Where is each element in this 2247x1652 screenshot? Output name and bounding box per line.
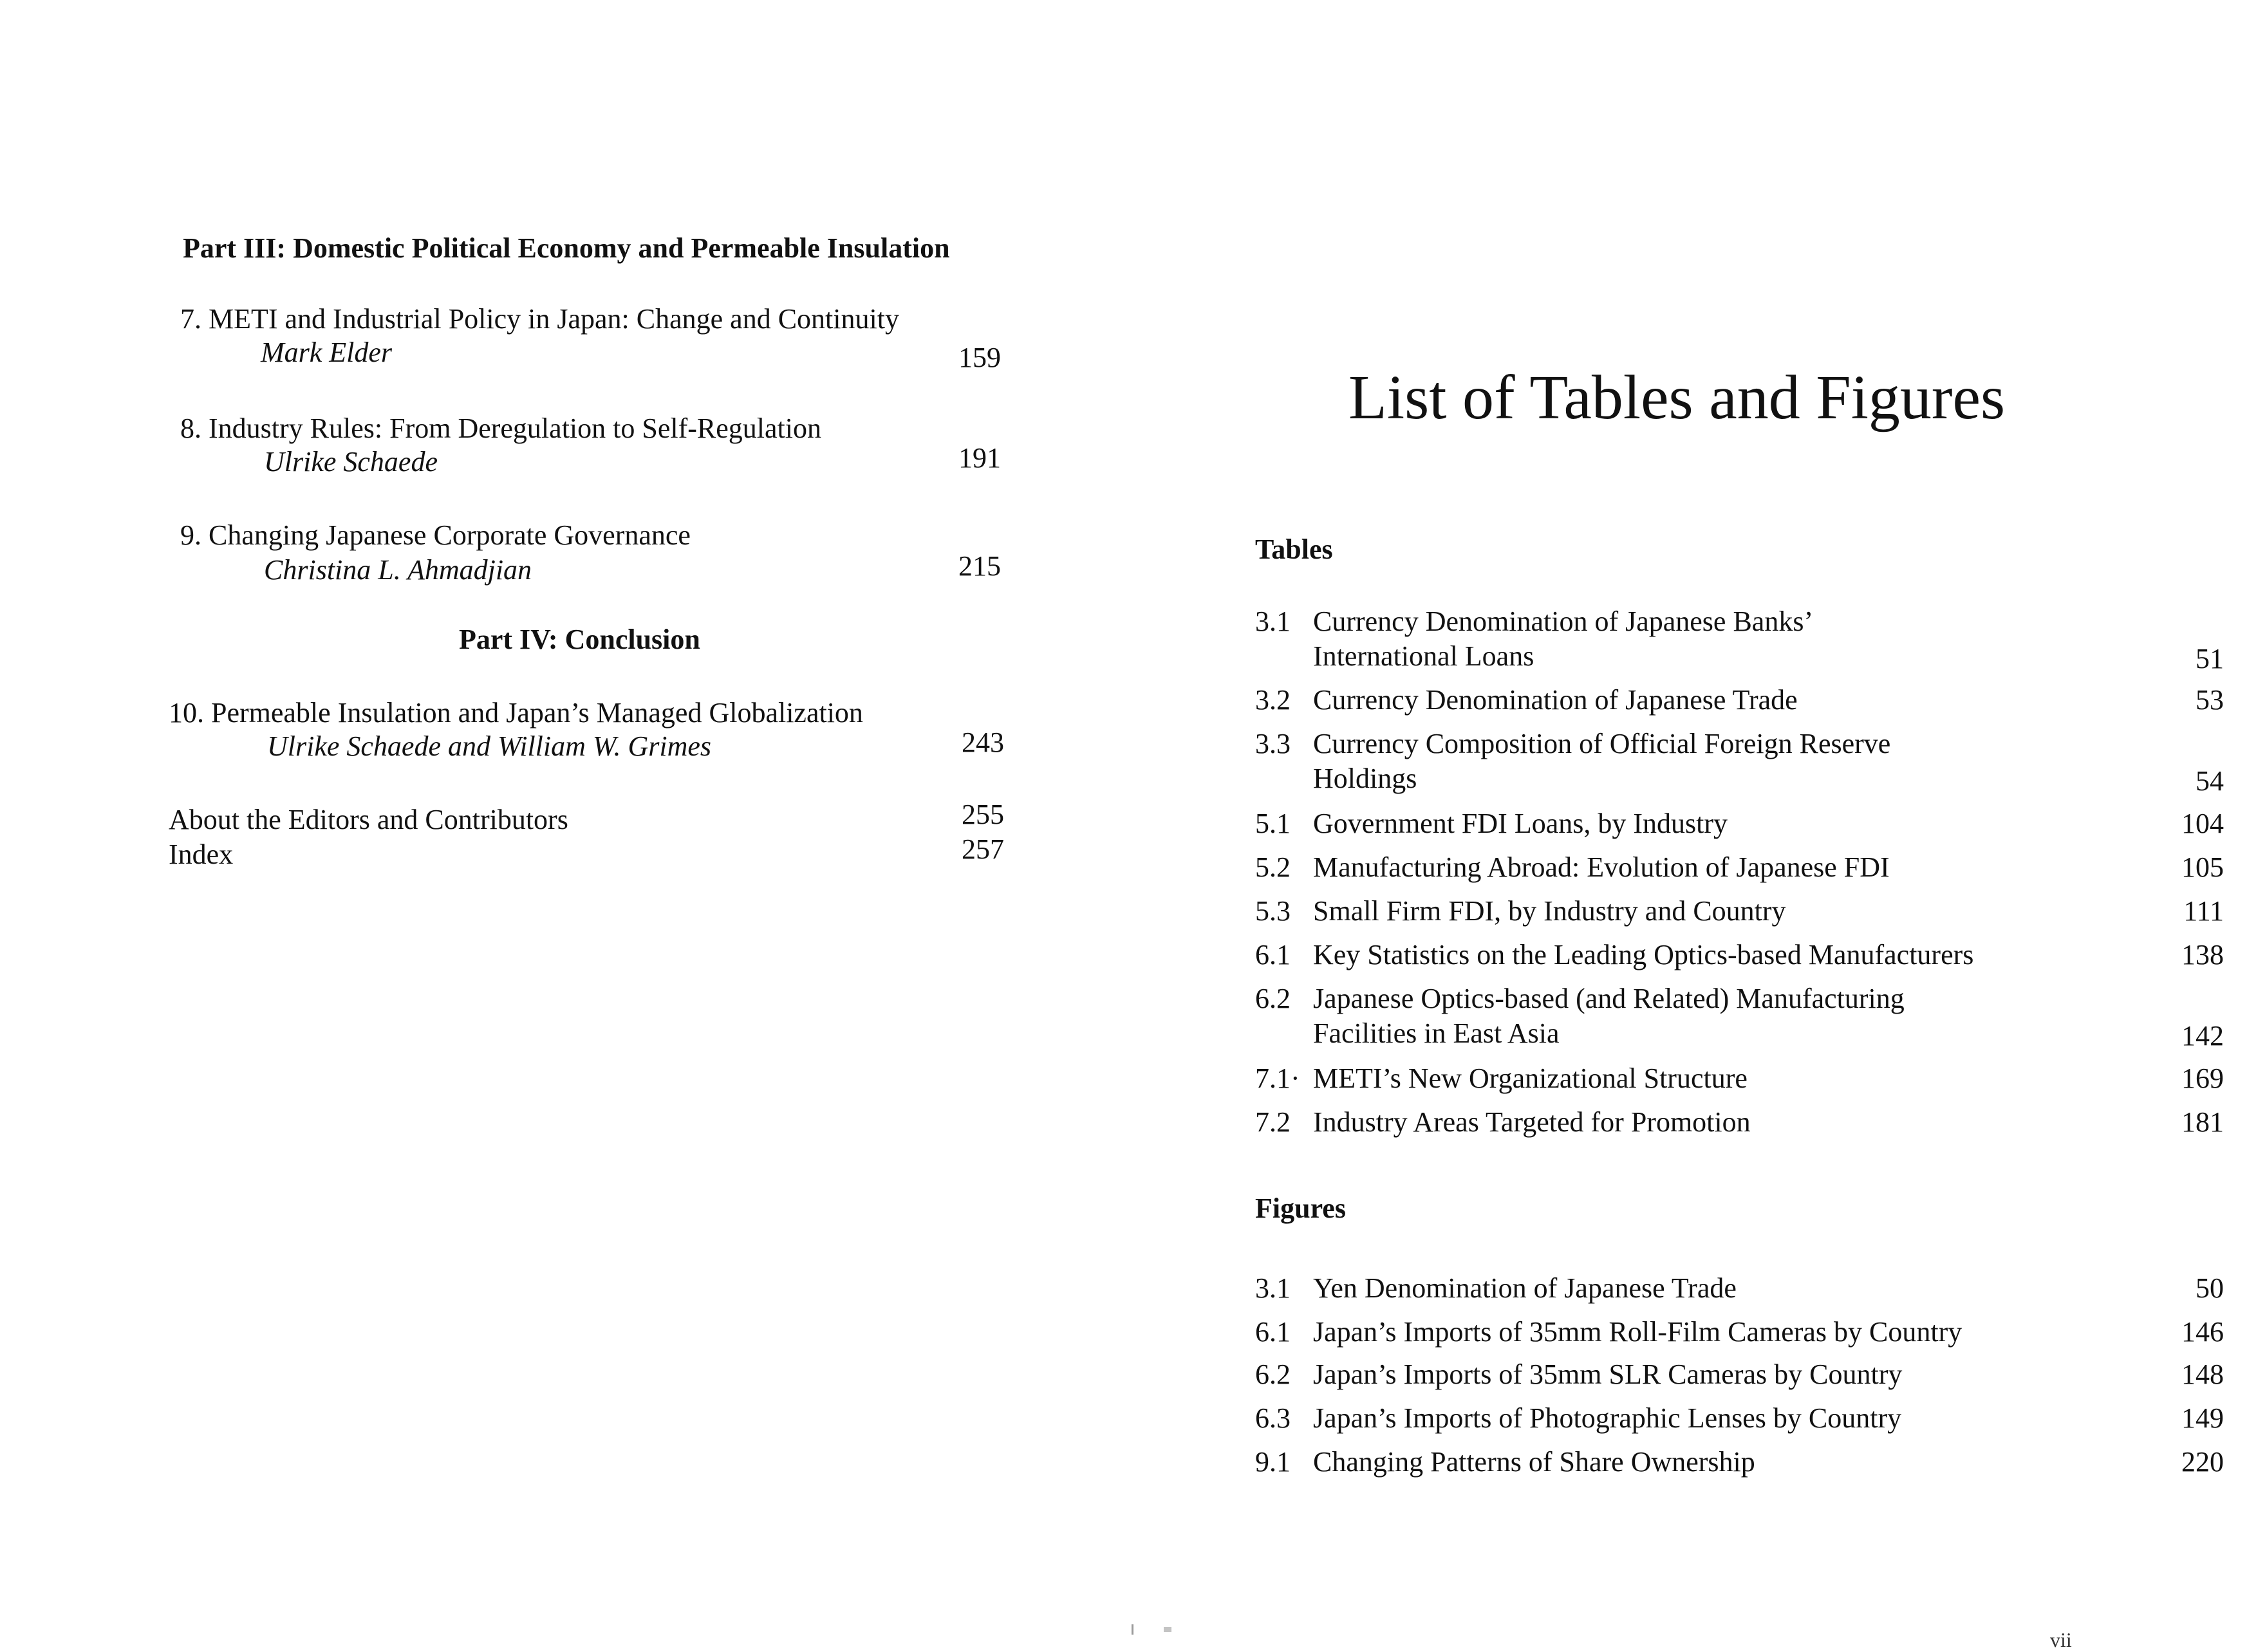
figure-page: 149 bbox=[2181, 1402, 2224, 1434]
table-page: 104 bbox=[2181, 808, 2224, 839]
figure-title: Japan’s Imports of 35mm SLR Cameras by Country bbox=[1313, 1359, 1903, 1390]
figure-num: 6.3 bbox=[1255, 1402, 1291, 1434]
table-page: 142 bbox=[2181, 1020, 2224, 1052]
chapter-10-page: 243 bbox=[962, 727, 1004, 758]
table-page: 169 bbox=[2181, 1063, 2224, 1094]
tables-heading: Tables bbox=[1255, 534, 1333, 565]
table-num: 6.1 bbox=[1255, 939, 1291, 970]
table-num: 3.3 bbox=[1255, 728, 1291, 759]
chapter-10-author: Ulrike Schaede and William W. Grimes bbox=[267, 730, 712, 762]
left-page bbox=[0, 0, 1123, 1641]
chapter-7-author: Mark Elder bbox=[261, 337, 393, 368]
page-folio: vii bbox=[2050, 1628, 2072, 1651]
table-num: 3.1 bbox=[1255, 606, 1291, 637]
index-page: 257 bbox=[962, 833, 1004, 865]
figure-num: 6.1 bbox=[1255, 1316, 1291, 1348]
figure-page: 148 bbox=[2181, 1359, 2224, 1390]
table-title: Small Firm FDI, by Industry and Country bbox=[1313, 895, 1786, 927]
table-page: 138 bbox=[2181, 939, 2224, 970]
table-title: Key Statistics on the Leading Optics-based Manufacturers bbox=[1313, 939, 1974, 970]
about-editors-page: 255 bbox=[962, 799, 1004, 830]
chapter-8-title: 8. Industry Rules: From Deregulation to Self-Regulation bbox=[180, 413, 821, 444]
table-title: Japanese Optics-based (and Related) Manufacturing bbox=[1313, 983, 1905, 1014]
right-page bbox=[1123, 0, 2247, 1651]
table-title: Currency Composition of Official Foreign Reserve bbox=[1313, 728, 1891, 759]
table-title: Currency Denomination of Japanese Banks’ bbox=[1313, 606, 1814, 637]
figures-heading: Figures bbox=[1255, 1193, 1346, 1224]
figure-title: Changing Patterns of Share Ownership bbox=[1313, 1446, 1755, 1478]
figure-num: 3.1 bbox=[1255, 1272, 1291, 1304]
table-title-cont: International Loans bbox=[1313, 640, 1534, 672]
table-page: 111 bbox=[2183, 895, 2224, 927]
table-page: 181 bbox=[2181, 1106, 2224, 1138]
table-title: Manufacturing Abroad: Evolution of Japanese FDI bbox=[1313, 851, 1890, 883]
chapter-8-author: Ulrike Schaede bbox=[264, 446, 438, 478]
table-num: 5.2 bbox=[1255, 851, 1291, 883]
figure-page: 146 bbox=[2181, 1316, 2224, 1348]
figure-num: 9.1 bbox=[1255, 1446, 1291, 1478]
chapter-9-title: 9. Changing Japanese Corporate Governance bbox=[180, 519, 691, 551]
chapter-10-title: 10. Permeable Insulation and Japan’s Managed Globalization bbox=[169, 697, 863, 729]
part-4-heading: Part IV: Conclusion bbox=[459, 624, 700, 655]
table-page: 53 bbox=[2196, 684, 2224, 716]
table-title: Government FDI Loans, by Industry bbox=[1313, 808, 1728, 839]
table-num: 7.1· bbox=[1255, 1063, 1300, 1094]
chapter-7-page: 159 bbox=[958, 342, 1001, 373]
table-title: METI’s New Organizational Structure bbox=[1313, 1063, 1748, 1094]
table-title-cont: Facilities in East Asia bbox=[1313, 1017, 1560, 1049]
table-page: 51 bbox=[2196, 643, 2224, 674]
table-title: Industry Areas Targeted for Promotion bbox=[1313, 1106, 1751, 1138]
figure-page: 220 bbox=[2181, 1446, 2224, 1478]
about-editors-label: About the Editors and Contributors bbox=[169, 804, 568, 835]
chapter-9-author: Christina L. Ahmadjian bbox=[264, 554, 532, 586]
list-title: List of Tables and Figures bbox=[1348, 363, 2006, 432]
index-label: Index bbox=[169, 839, 234, 870]
table-title-cont: Holdings bbox=[1313, 763, 1417, 794]
part-3-heading: Part III: Domestic Political Economy and Permeable Insulation bbox=[183, 232, 950, 264]
table-page: 54 bbox=[2196, 765, 2224, 797]
chapter-9-page: 215 bbox=[958, 550, 1001, 582]
table-title: Currency Denomination of Japanese Trade bbox=[1313, 684, 1798, 716]
chapter-7-title: 7. METI and Industrial Policy in Japan: Change and Continuity bbox=[180, 303, 899, 335]
table-page: 105 bbox=[2181, 851, 2224, 883]
figure-num: 6.2 bbox=[1255, 1359, 1291, 1390]
chapter-8-page: 191 bbox=[958, 442, 1001, 474]
table-num: 6.2 bbox=[1255, 983, 1291, 1014]
table-num: 7.2 bbox=[1255, 1106, 1291, 1138]
table-num: 5.1 bbox=[1255, 808, 1291, 839]
figure-title: Japan’s Imports of Photographic Lenses by Country bbox=[1313, 1402, 1902, 1434]
table-num: 3.2 bbox=[1255, 684, 1291, 716]
figure-title: Yen Denomination of Japanese Trade bbox=[1313, 1272, 1737, 1304]
table-num: 5.3 bbox=[1255, 895, 1291, 927]
figure-page: 50 bbox=[2196, 1272, 2224, 1304]
figure-title: Japan’s Imports of 35mm Roll-Film Cameras by Country bbox=[1313, 1316, 1963, 1348]
